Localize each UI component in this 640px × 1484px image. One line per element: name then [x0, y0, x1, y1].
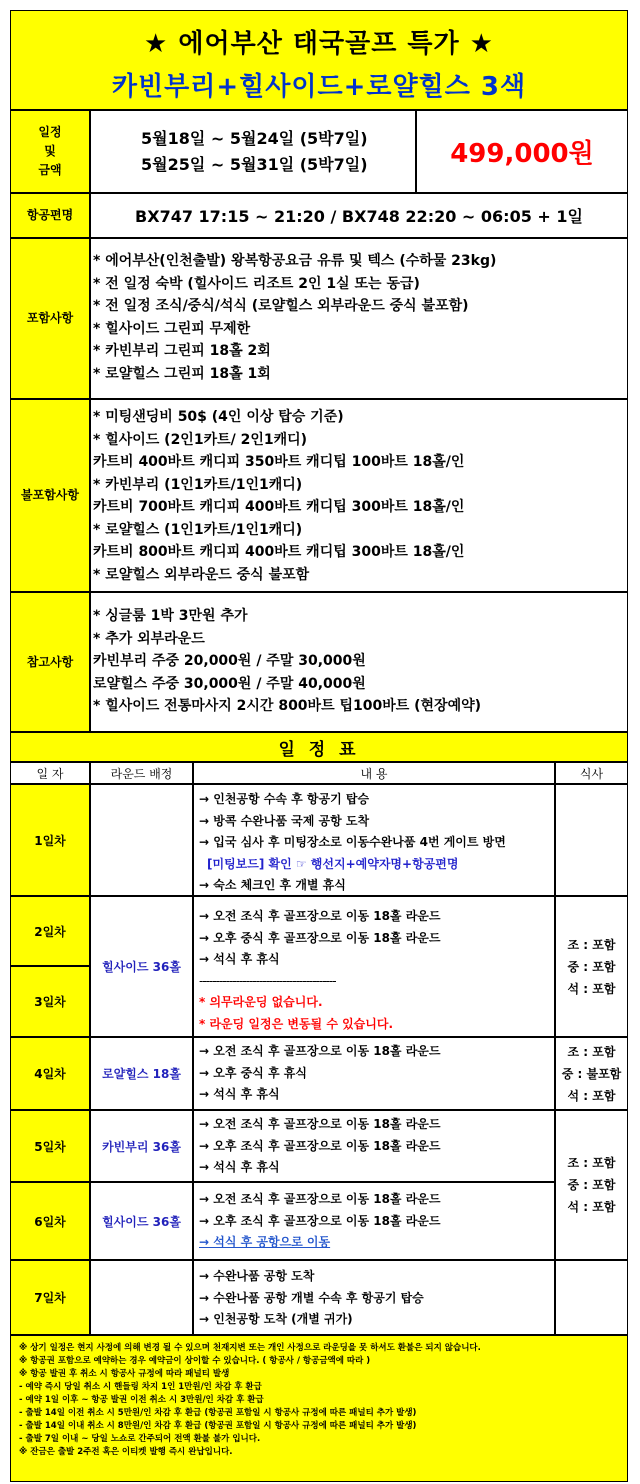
day5-label: 5일차 [10, 1110, 90, 1182]
airport-transfer-item: → 석식 후 공항으로 이동 [199, 1235, 331, 1249]
day1-label: 1일차 [10, 784, 90, 896]
header-day: 일 자 [10, 762, 90, 784]
notice-line: - 출발 7일 이내 ~ 당일 노쇼로 간주되어 전액 환불 불가 입니다. [19, 1434, 261, 1444]
list-item: * 미팅샌딩비 50$ (4인 이상 탑승 기준) [93, 409, 344, 425]
day4-label: 4일차 [10, 1037, 90, 1110]
itinerary-item: → 오전 조식 후 골프장으로 이동 18홀 라운드 [199, 909, 441, 923]
schedule-price-label: 일정 및 금액 [10, 110, 90, 193]
schedule-change-note: * 라운딩 일정은 변동될 수 있습니다. [199, 1016, 394, 1031]
list-item: * 로얄힐스 그린피 18홀 1회 [93, 365, 271, 382]
list-item: * 추가 외부라운드 [93, 630, 205, 647]
itinerary-item: → 입국 심사 후 미팅장소로 이동수완나품 4번 게이트 방면 [199, 835, 506, 849]
list-item: * 전 일정 조식/중식/석식 (로얄힐스 외부라운드 중식 불포함) [93, 298, 469, 314]
notice-line: - 예약 1일 이후 ~ 항공 발권 이전 취소 시 3만원/인 차감 후 환급 [19, 1395, 264, 1405]
day4-meal: 조 : 포함 중 : 불포함 석 : 포함 [555, 1037, 628, 1110]
price: 499,000원 [416, 110, 628, 193]
itinerary-item: → 오전 조식 후 골프장으로 이동 18홀 라운드 [199, 1117, 441, 1131]
list-item: * 로얄힐스 (1인1카트/1인1캐디) [93, 521, 303, 538]
notice-line: ※ 상기 일정은 현지 사정에 의해 변경 될 수 있으며 천재지변 또는 개인 사정으로 라운딩을 못 하셔도 환불은 되지 않습니다. [19, 1343, 481, 1353]
list-item: 로얄힐스 주중 30,000원 / 주말 40,000원 [93, 675, 366, 692]
day2-label: 2일차 [10, 896, 90, 966]
day2-3-items [193, 896, 555, 1037]
list-item: * 전 일정 숙박 (힐사이드 리조트 2인 1실 또는 동급) [93, 275, 420, 292]
itinerary-item: → 오후 조식 후 골프장으로 이동 18홀 라운드 [199, 1213, 441, 1228]
date-option-2: 5월25일 ~ 5월31일 (5박7일) [141, 154, 368, 174]
header-content: 내 용 [193, 762, 555, 784]
day1-round [90, 784, 193, 896]
day6-label: 6일차 [10, 1182, 90, 1260]
day7-items [193, 1260, 555, 1335]
flight-label: 항공편명 [10, 193, 90, 238]
list-item: * 카빈부리 (1인1카트/1인1캐디) [93, 476, 303, 493]
itinerary-item: → 오후 중식 후 골프장으로 이동 18홀 라운드 [199, 930, 441, 945]
day7-round [90, 1260, 193, 1335]
flyer-title [10, 10, 628, 110]
list-item: 카트비 800바트 캐디피 400바트 캐디팁 300바트 18홀/인 [93, 544, 465, 560]
itinerary-item: → 오후 중식 후 휴식 [199, 1065, 307, 1080]
list-item: 카트비 400바트 캐디피 350바트 캐디팁 100바트 18홀/인 [93, 454, 465, 470]
itinerary-item: → 석식 후 휴식 [199, 1160, 280, 1174]
list-item: * 싱글룸 1박 3만원 추가 [93, 608, 248, 624]
day6-round: 힐사이드 36홀 [90, 1182, 193, 1260]
itinerary-item: → 숙소 체크인 후 개별 휴식 [199, 878, 346, 892]
reference-list [90, 592, 628, 732]
itinerary-item: → 수완나품 공항 개별 수속 후 항공기 탑승 [199, 1290, 424, 1305]
day4-round: 로얄힐스 18홀 [90, 1037, 193, 1110]
excluded-list [90, 399, 628, 592]
itinerary-item: → 석식 후 휴식 [199, 952, 280, 966]
flight-info: BX747 17:15 ~ 21:20 / BX748 22:20 ~ 06:05 + 1일 [90, 193, 628, 238]
itinerary-item: → 방콕 수완나품 국제 공항 도착 [199, 813, 370, 828]
itinerary-item: → 오전 조식 후 골프장으로 이동 18홀 라운드 [199, 1192, 441, 1206]
itinerary-item: → 인천공항 수속 후 항공기 탑승 [199, 792, 370, 806]
notice-line: ※ 잔금은 출발 2주전 혹은 이티켓 발행 즉시 완납입니다. [19, 1447, 233, 1457]
itinerary-item: → 석식 후 휴식 [199, 1087, 280, 1101]
title-main: ★ 에어부산 태국골프 특가 ★ [144, 29, 494, 59]
excluded-label: 불포함사항 [10, 399, 90, 592]
day2-3-meal: 조 : 포함 중 : 포함 석 : 포함 [555, 896, 628, 1037]
day5-items [193, 1110, 555, 1182]
list-item: * 에어부산(인천출발) 왕복항공요금 유류 및 텍스 (수하물 23kg) [93, 253, 497, 269]
day6-items [193, 1182, 555, 1260]
notice-line: - 예약 즉시 당일 취소 시 핸들링 차지 1인 1만원/인 차감 후 환급 [19, 1382, 262, 1392]
day5-round: 카빈부리 36홀 [90, 1110, 193, 1182]
day2-3-round: 힐사이드 36홀 [90, 896, 193, 1037]
day7-label: 7일차 [10, 1260, 90, 1335]
date-option-1: 5월18일 ~ 5월24일 (5박7일) [141, 128, 368, 148]
notice-line: ※ 항공권 포함으로 예약하는 경우 예약금이 상이할 수 있습니다. ( 항공사 / 항공금액에 따라 ) [19, 1356, 371, 1366]
included-list [90, 238, 628, 399]
travel-dates [90, 110, 416, 193]
header-round: 라운드 배정 [90, 762, 193, 784]
included-label: 포함사항 [10, 238, 90, 399]
list-item: * 힐사이드 그린피 무제한 [93, 320, 251, 337]
divider: ----------------------------------------- [199, 973, 336, 988]
reference-label: 참고사항 [10, 592, 90, 732]
list-item: 카트비 700바트 캐디피 400바트 캐디팁 300바트 18홀/인 [93, 499, 465, 515]
header-meal: 식사 [555, 762, 628, 784]
itinerary-item: → 수완나품 공항 도착 [199, 1269, 315, 1283]
tour-flyer [10, 10, 628, 1482]
day4-items [193, 1037, 555, 1110]
optional-round-note: * 의무라운딩 없습니다. [199, 995, 323, 1009]
day1-items [193, 784, 555, 896]
list-item: * 로얄힐스 외부라운드 중식 불포함 [93, 566, 310, 583]
notice-line: - 출발 14일 이내 취소 시 8만원/인 차감 후 환급 (항공권 포함일 시 항공사 규정에 따른 패널티 추가 발생) [19, 1421, 417, 1431]
meeting-board-note: [미팅보드] 확인 ☞ 행선지+예약자명+항공편명 [207, 856, 459, 871]
itinerary-title: 일 정 표 [10, 732, 628, 762]
list-item: * 카빈부리 그린피 18홀 2회 [93, 343, 271, 359]
list-item: * 힐사이드 전통마사지 2시간 800바트 팁100바트 (현장예약) [93, 698, 482, 714]
title-courses: 카빈부리+힐사이드+로얄힐스 3색 [111, 72, 527, 102]
list-item: 카빈부리 주중 20,000원 / 주말 30,000원 [93, 653, 366, 669]
list-item: * 힐사이드 (2인1카트/ 2인1캐디) [93, 431, 308, 448]
day7-meal [555, 1260, 628, 1335]
day1-meal [555, 784, 628, 896]
day5-6-meal: 조 : 포함 중 : 포함 석 : 포함 [555, 1110, 628, 1260]
day3-label: 3일차 [10, 966, 90, 1037]
notice-box [10, 1335, 628, 1482]
itinerary-item: → 오후 조식 후 골프장으로 이동 18홀 라운드 [199, 1138, 441, 1153]
itinerary-item: → 오전 조식 후 골프장으로 이동 18홀 라운드 [199, 1044, 441, 1058]
notice-line: - 출발 14일 이전 취소 시 5만원/인 차감 후 환급 (항공권 포함일 시 항공사 규정에 따른 패널티 추가 발생) [19, 1408, 417, 1418]
notice-line: ※ 항공 발권 후 취소 시 항공사 규정에 따라 패널티 발생 [19, 1369, 230, 1379]
itinerary-item: → 인천공항 도착 (개별 귀가) [199, 1312, 353, 1326]
